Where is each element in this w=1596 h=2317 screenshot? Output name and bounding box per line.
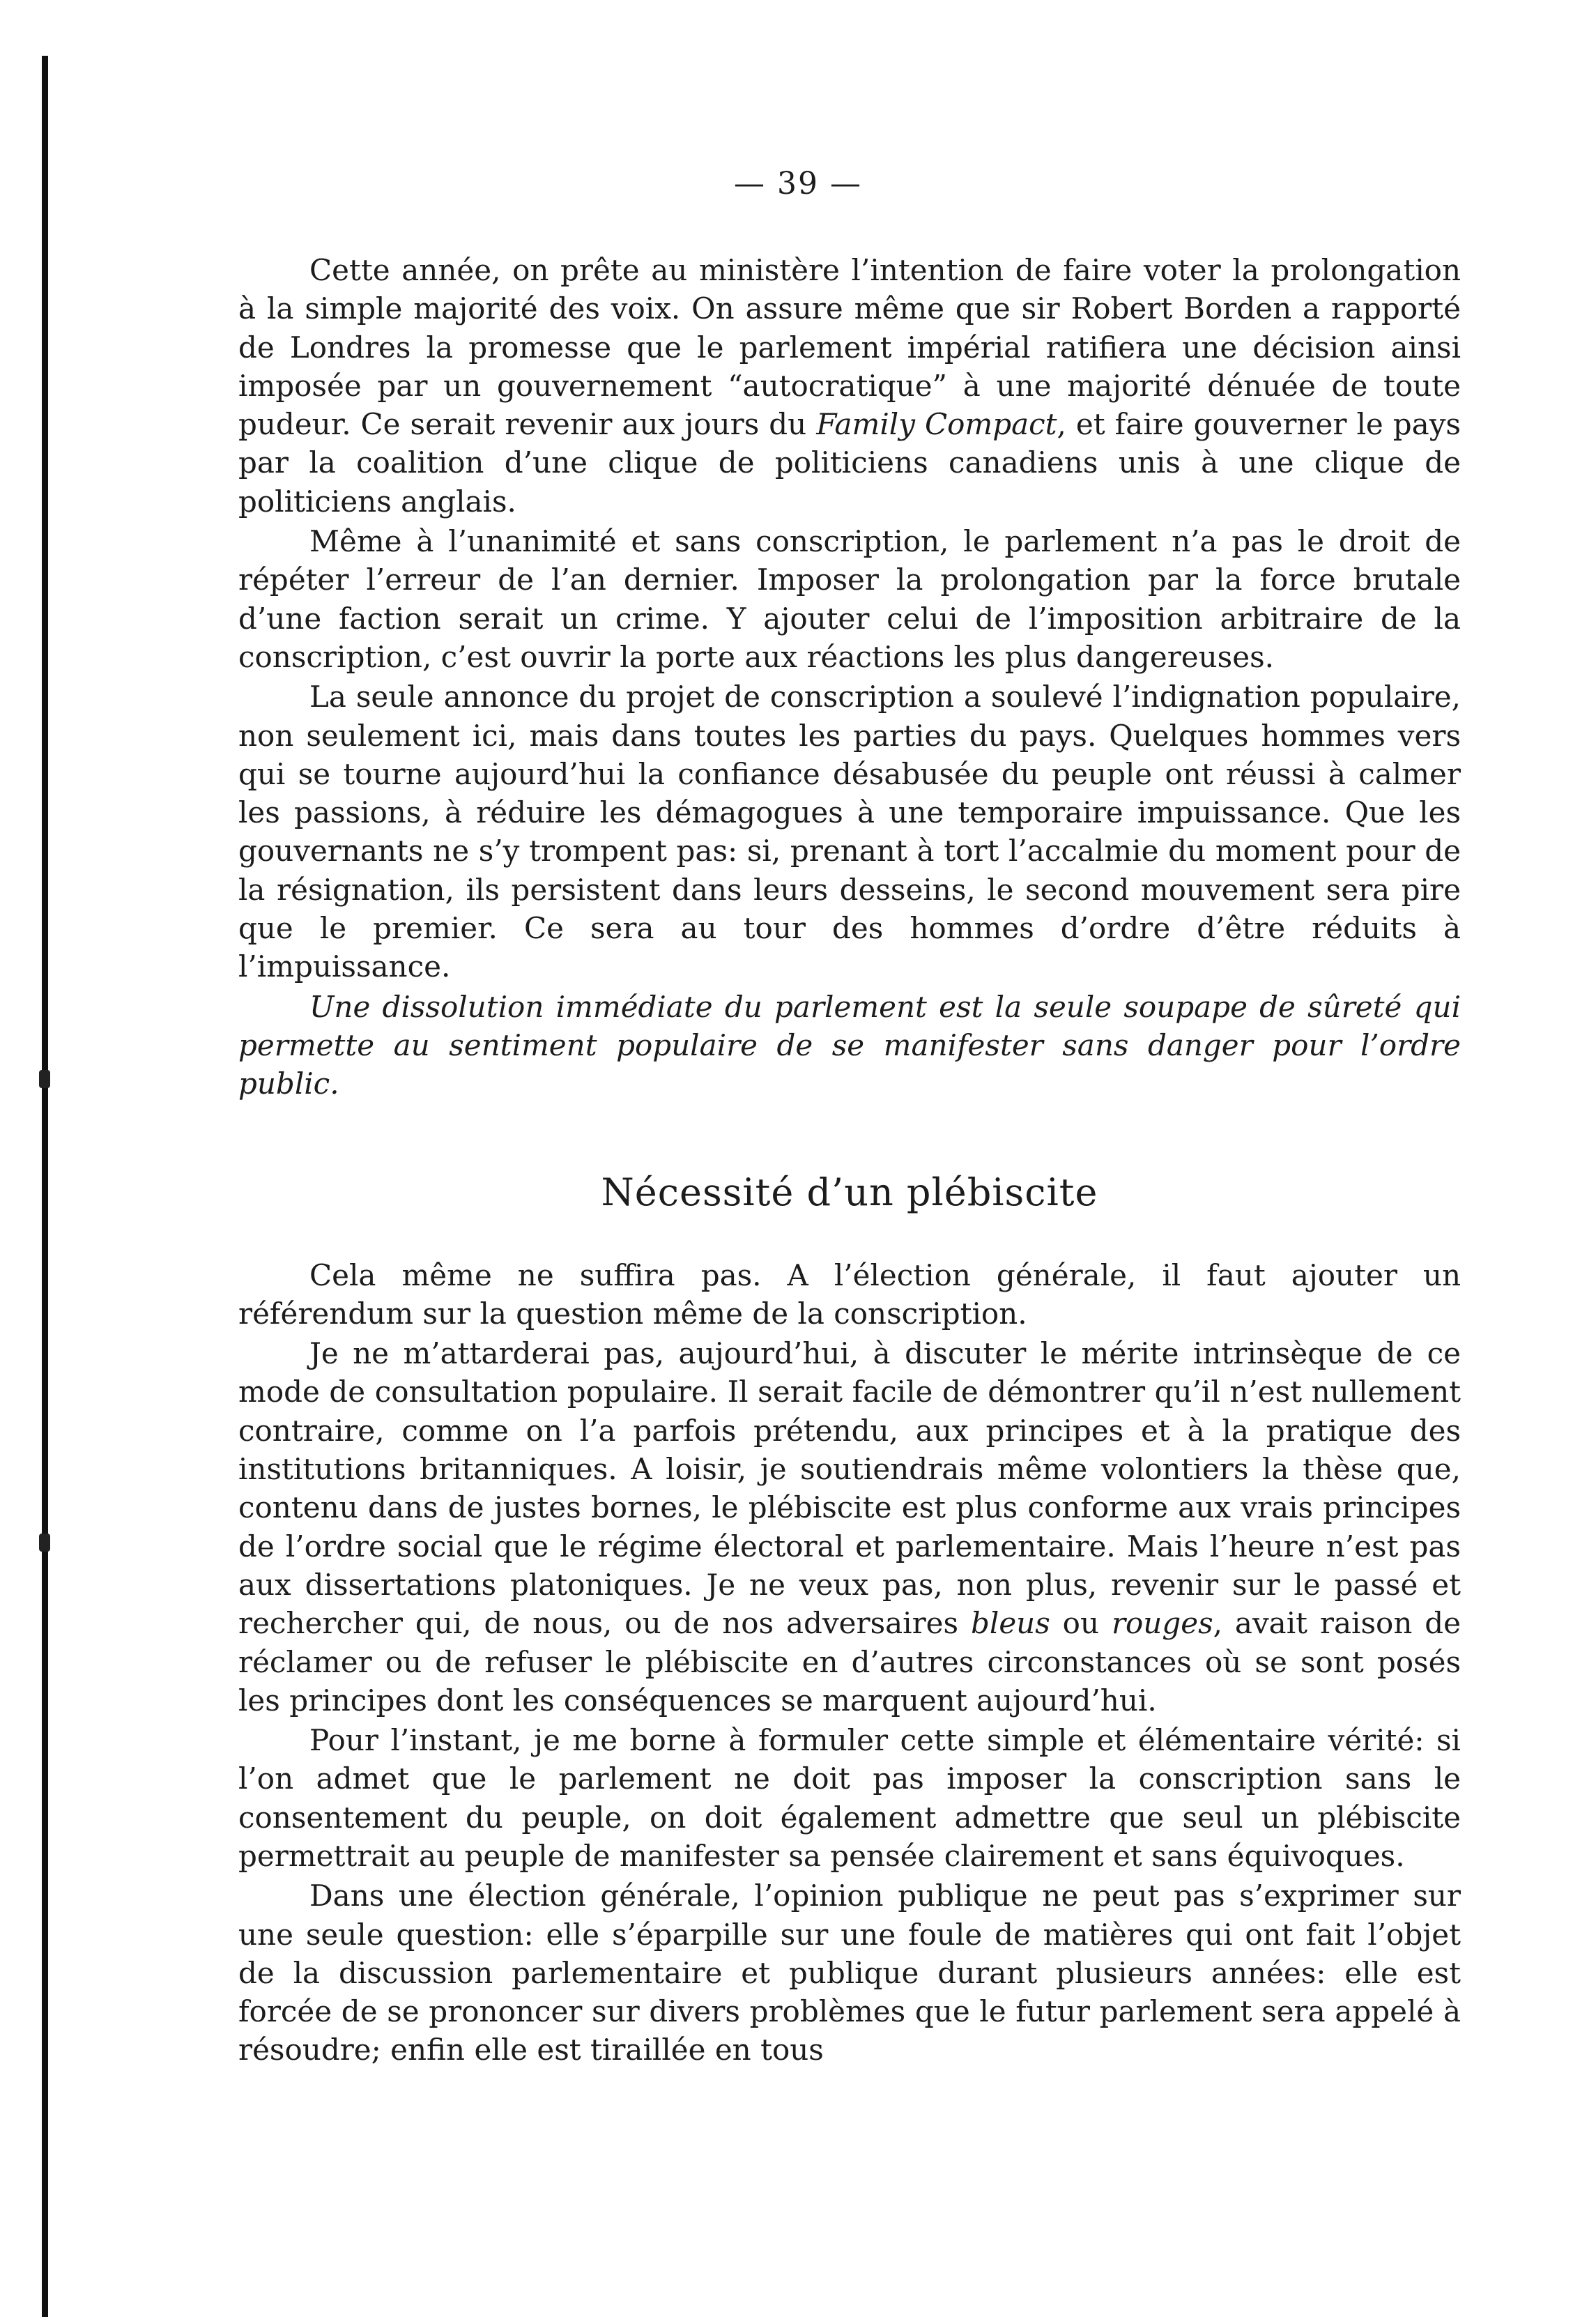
paragraph: Même à l’unanimité et sans conscription, le parlement n’a pas le droit de répéter l’erreur de l’an dernier. Imposer la prolongation par la force brutale d’une faction serait un crime. Y ajouter celui de l’imposition arbitraire de la conscription, c’est ouvrir la porte aux réactions les plus dangereuses. <box>238 524 1461 674</box>
paragraph-text: Cette année, on prête au ministère l’intention de faire voter la prolongation à la simple majorité des voix. On assure même que sir Robert Borden a rapporté de Londres la promesse que le parlement impérial ratifiera une décision ainsi imposée par un gouvernement “autocratique” à une majorité dénuée de toute pudeur. Ce serait revenir aux jours du <box>238 253 1461 442</box>
italic-term: Family Compact <box>816 407 1057 442</box>
scan-speck <box>39 1534 50 1552</box>
paragraph-text: Je ne m’attarderai pas, aujourd’hui, à discuter le mérite intrinsèque de ce mode de consultation populaire. Il serait facile de démontrer qu’il n’est nullement contraire, comme on l’a parfois prétendu, aux principes et à la pratique des institutions britanniques. A loisir, je soutiendrais même volontiers la thèse que, contenu dans de justes bornes, le plébiscite est plus conforme aux vrais principes de l’ordre social que le régime électoral et parlementaire. Mais l’heure n’est pas aux dissertations platoniques. Je ne veux pas, non plus, revenir sur le passé et rechercher qui, de nous, ou de nos adversaires <box>238 1336 1461 1641</box>
paragraph: Dans une élection générale, l’opinion publique ne peut pas s’exprimer sur une seule question: elle s’éparpille sur une foule de matières qui ont fait l’objet de la discussion parlementaire et publique durant plusieurs années: elle est forcée de se prononcer sur divers problèmes que le futur parlement sera appelé à résoudre; enfin elle est tiraillée en tous <box>238 1879 1461 2067</box>
italic-term: bleus <box>971 1606 1050 1641</box>
paragraph: La seule annonce du projet de conscription a soulevé l’indignation populaire, non seulement ici, mais dans toutes les parties du pays. Quelques hommes vers qui se tourne aujourd’hui la confiance désabusée du peuple ont réussi à calmer les passions, à réduire les démagogues à une temporaire impuissance. Que les gouvernants ne s’y trompent pas: si, prenant à tort l’accalmie du moment pour de la résignation, ils persistent dans leurs desseins, le second mouvement sera pire que le premier. Ce sera au tour des hommes d’ordre d’être réduits à l’impuissance. <box>238 680 1461 984</box>
body-text <box>238 251 1461 2071</box>
paragraph <box>238 251 1461 521</box>
scan-speck <box>39 1070 50 1088</box>
page-binding-edge <box>42 56 48 2317</box>
paragraph: Cela même ne suffira pas. A l’élection générale, il faut ajouter un référendum sur la question même de la conscription. <box>238 1257 1461 1331</box>
emphasized-paragraph: Une dissolution immédiate du parlement est la seule soupape de sûreté qui permette au sentiment populaire de se manifester sans danger pour l’ordre public. <box>238 989 1461 1101</box>
paragraph: Pour l’instant, je me borne à formuler cette simple et élémentaire vérité: si l’on admet que le parlement ne doit pas imposer la conscription sans le consentement du peuple, on doit également admettre que seul un plébiscite permettrait au peuple de manifester sa pensée clairement et sans équivoques. <box>238 1723 1461 1873</box>
paragraph-text: , avait raison de réclamer ou de refuser le plébiscite en d’autres circonstances où se sont posés les principes dont les conséquences se marquent aujourd’hui. <box>238 1606 1461 1718</box>
section-heading: Nécessité d’un plébiscite <box>601 1170 1098 1214</box>
page-number: — 39 — <box>734 166 862 201</box>
paragraph <box>238 1334 1461 1720</box>
paragraph-text: , et faire gouverner le pays par la coalition d’une clique de politiciens canadiens unis à une clique de politiciens anglais. <box>238 407 1461 519</box>
italic-term: rouges <box>1111 1606 1213 1641</box>
paragraph-text: ou <box>1050 1606 1112 1641</box>
